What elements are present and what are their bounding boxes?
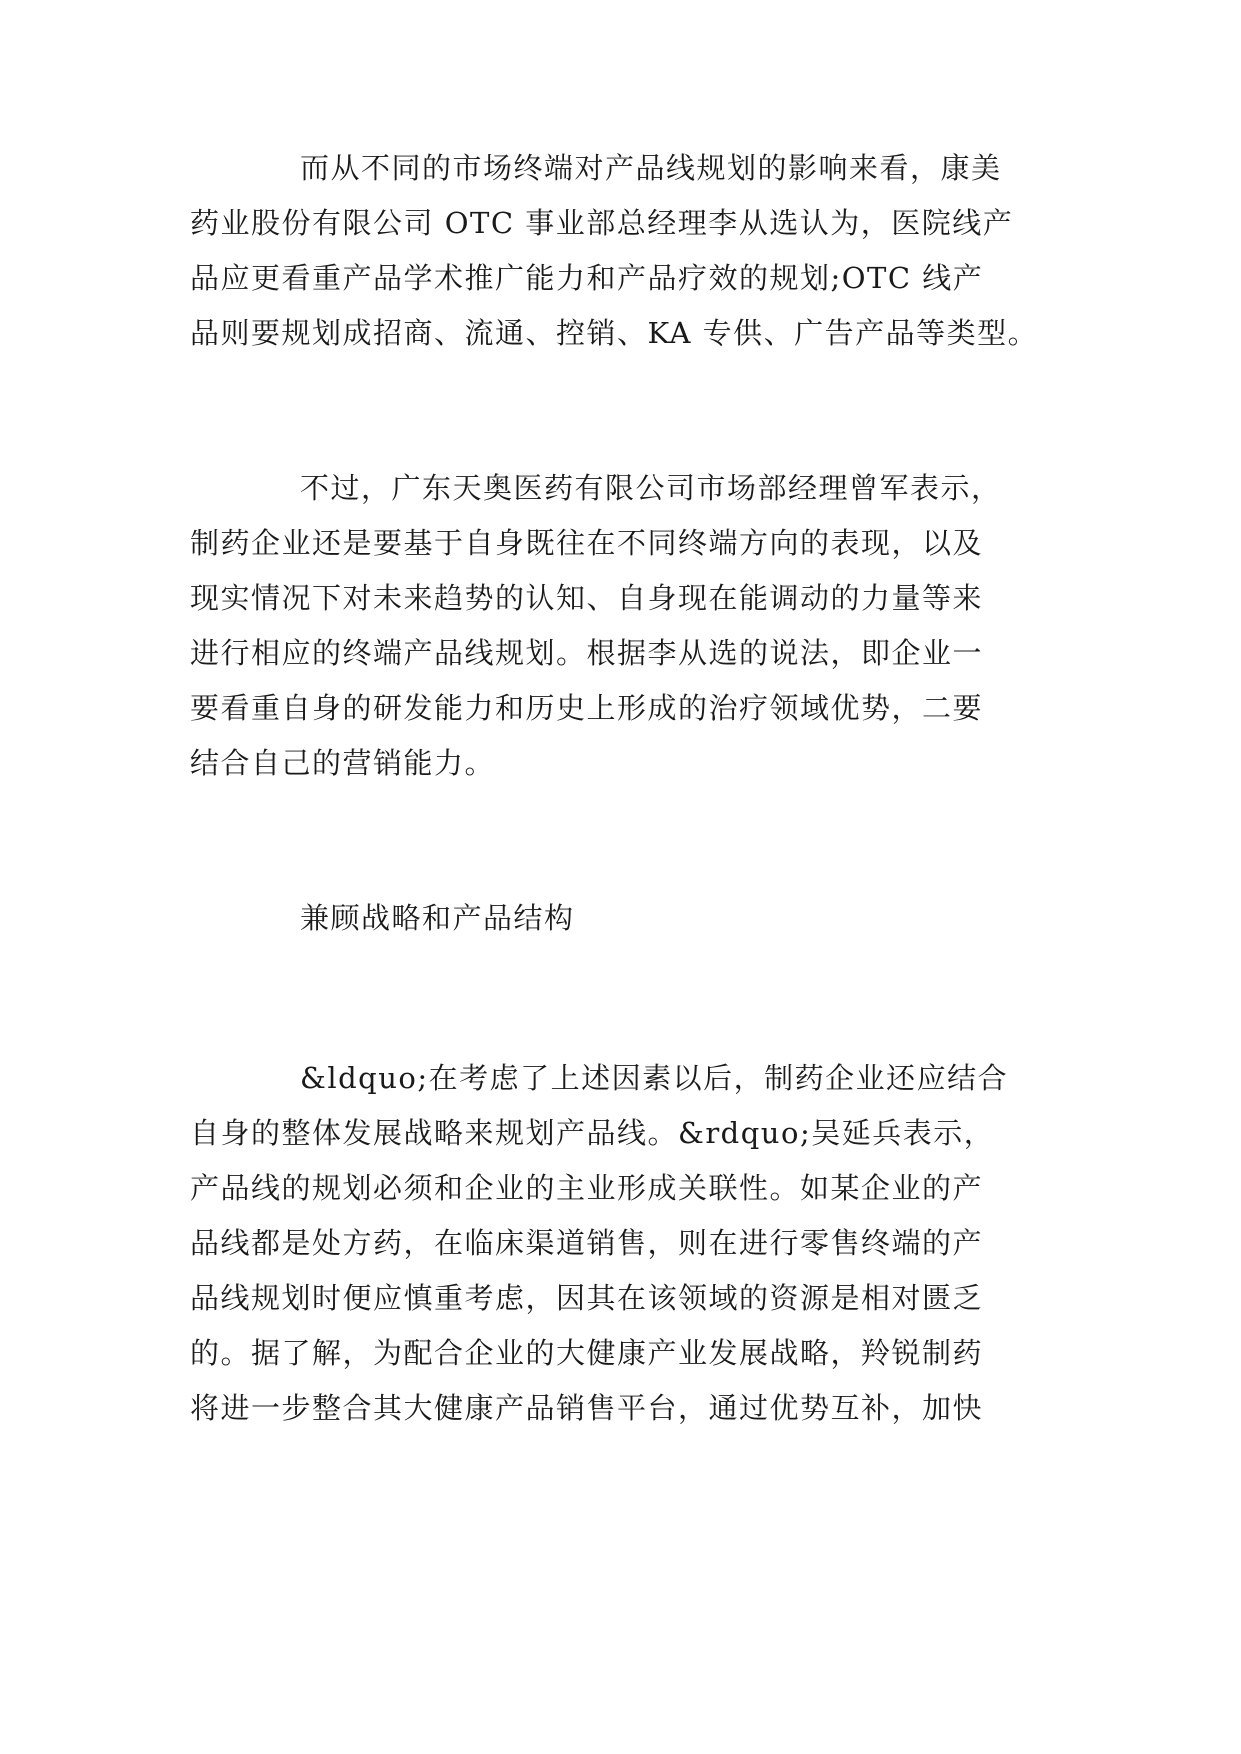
paragraph-3-line-1: &ldquo;在考虑了上述因素以后，制药企业还应结合 xyxy=(300,1061,1009,1095)
paragraph-3-line-7: 将进一步整合其大健康产品销售平台，通过优势互补，加快 xyxy=(190,1391,984,1425)
paragraph-3-line-5: 品线规划时便应慎重考虑，因其在该领域的资源是相对匮乏 xyxy=(190,1281,984,1315)
paragraph-1-line-1: 而从不同的市场终端对产品线规划的影响来看，康美 xyxy=(300,151,1002,185)
paragraph-1-line-4: 品则要规划成招商、流通、控销、KA 专供、广告产品等类型。 xyxy=(190,316,1039,350)
paragraph-3-line-2: 自身的整体发展战略来规划产品线。&rdquo;吴延兵表示， xyxy=(190,1116,995,1150)
paragraph-2-line-5: 要看重自身的研发能力和历史上形成的治疗领域优势，二要 xyxy=(190,691,984,725)
paragraph-1-line-2: 药业股份有限公司 OTC 事业部总经理李从选认为，医院线产 xyxy=(190,206,1014,240)
section-heading: 兼顾战略和产品结构 xyxy=(300,901,575,935)
paragraph-3-line-6: 的。据了解，为配合企业的大健康产业发展战略，羚锐制药 xyxy=(190,1336,984,1370)
paragraph-2-line-3: 现实情况下对未来趋势的认知、自身现在能调动的力量等来 xyxy=(190,581,984,615)
paragraph-3-line-4: 品线都是处方药，在临床渠道销售，则在进行零售终端的产 xyxy=(190,1226,984,1260)
paragraph-1-line-3: 品应更看重产品学术推广能力和产品疗效的规划;OTC 线产 xyxy=(190,261,984,295)
paragraph-2-line-1: 不过，广东天奥医药有限公司市场部经理曾军表示， xyxy=(300,471,1002,505)
paragraph-2-line-2: 制药企业还是要基于自身既往在不同终端方向的表现，以及 xyxy=(190,526,984,560)
paragraph-3-line-3: 产品线的规划必须和企业的主业形成关联性。如某企业的产 xyxy=(190,1171,984,1205)
paragraph-2-line-6: 结合自己的营销能力。 xyxy=(190,746,496,780)
paragraph-2-line-4: 进行相应的终端产品线规划。根据李从选的说法，即企业一 xyxy=(190,636,984,670)
